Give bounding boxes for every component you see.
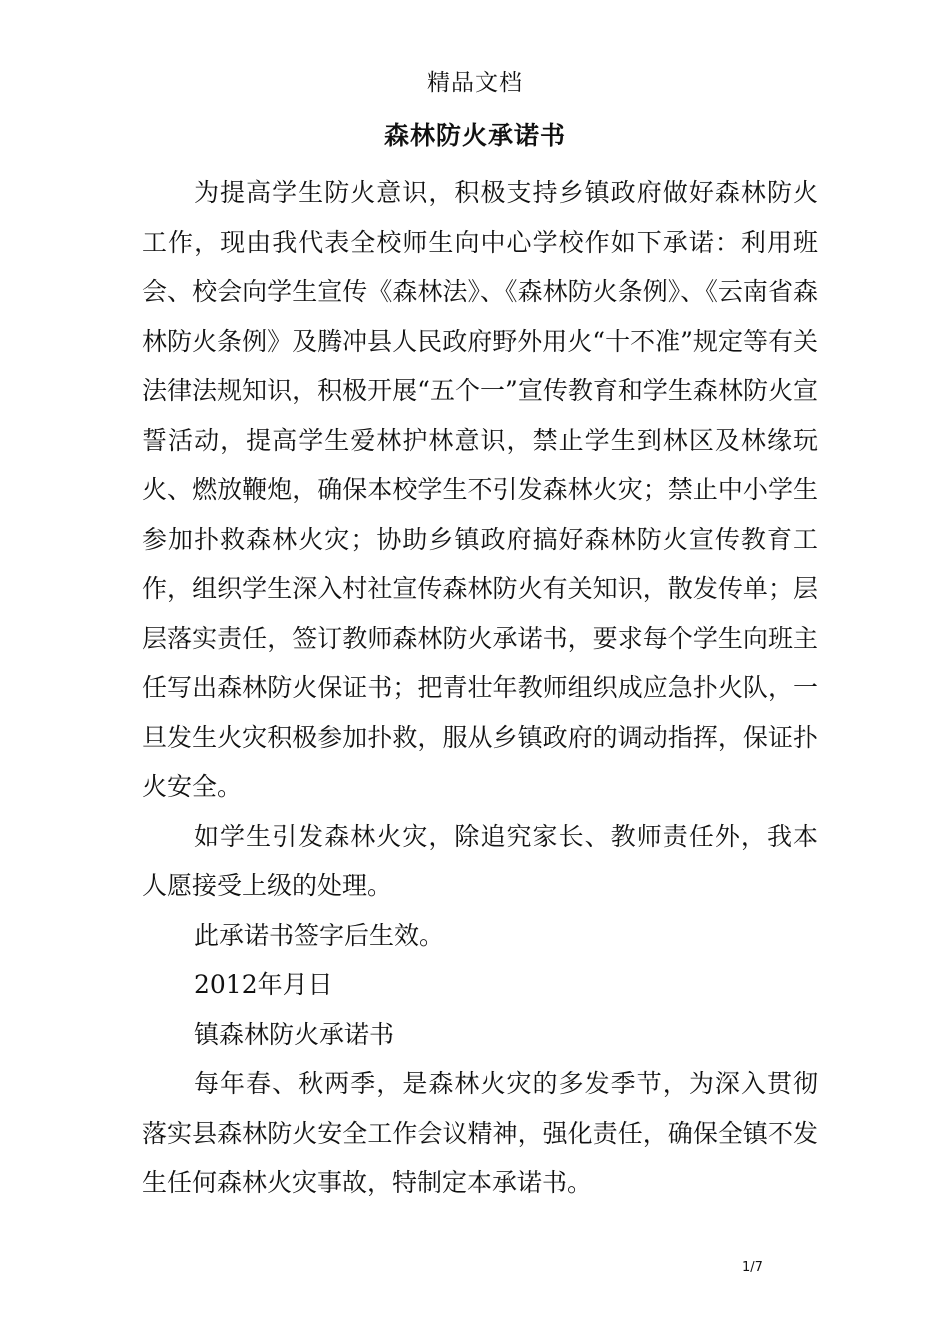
paragraph-effective: 此承诺书签字后生效。: [194, 920, 445, 950]
document-title: 森林防火承诺书: [383, 121, 566, 150]
page-number: 1/7: [742, 1260, 763, 1275]
paragraph-town-intro: 每年春、秋两季，是森林火灾的多发季节，为深入贯彻落实县森林防火安全工作会议精神，强化责任，确保全镇不发生任何森林火灾事故，特制定本承诺书。: [142, 1069, 818, 1197]
document-header: 精品文档: [427, 70, 523, 96]
paragraph-commitment-body: 为提高学生防火意识，积极支持乡镇政府做好森林防火工作，现由我代表全校师生向中心学校作如下承诺：利用班会、校会向学生宣传《森林法》、《森林防火条例》、《云南省森林防火条例》及腾冲县人民政府野外用火“十不准”规定等有关法律法规知识，积极开展“五个一”宣传教育和学生森林防火宣誓活动，提高学生爱林护林意识，禁止学生到林区及林缘玩火、燃放鞭炮，确保本校学生不引发森林火灾；禁止中小学生参加扑救森林火灾；协助乡镇政府搞好森林防火宣传教育工作，组织学生深入村社宣传森林防火有关知识，散发传单；层层落实责任，签订教师森林防火承诺书，要求每个学生向班主任写出森林防火保证书；把青壮年教师组织成应急扑火队，一旦发生火灾积极参加扑救，服从乡镇政府的调动指挥，保证扑火安全。: [142, 178, 818, 801]
document-body: [142, 168, 818, 1208]
paragraph-subtitle: 镇森林防火承诺书: [194, 1019, 395, 1049]
paragraph-date: 2012年月日: [194, 970, 333, 999]
paragraph-responsibility: 如学生引发森林火灾，除追究家长、教师责任外，我本人愿接受上级的处理。: [142, 821, 818, 900]
